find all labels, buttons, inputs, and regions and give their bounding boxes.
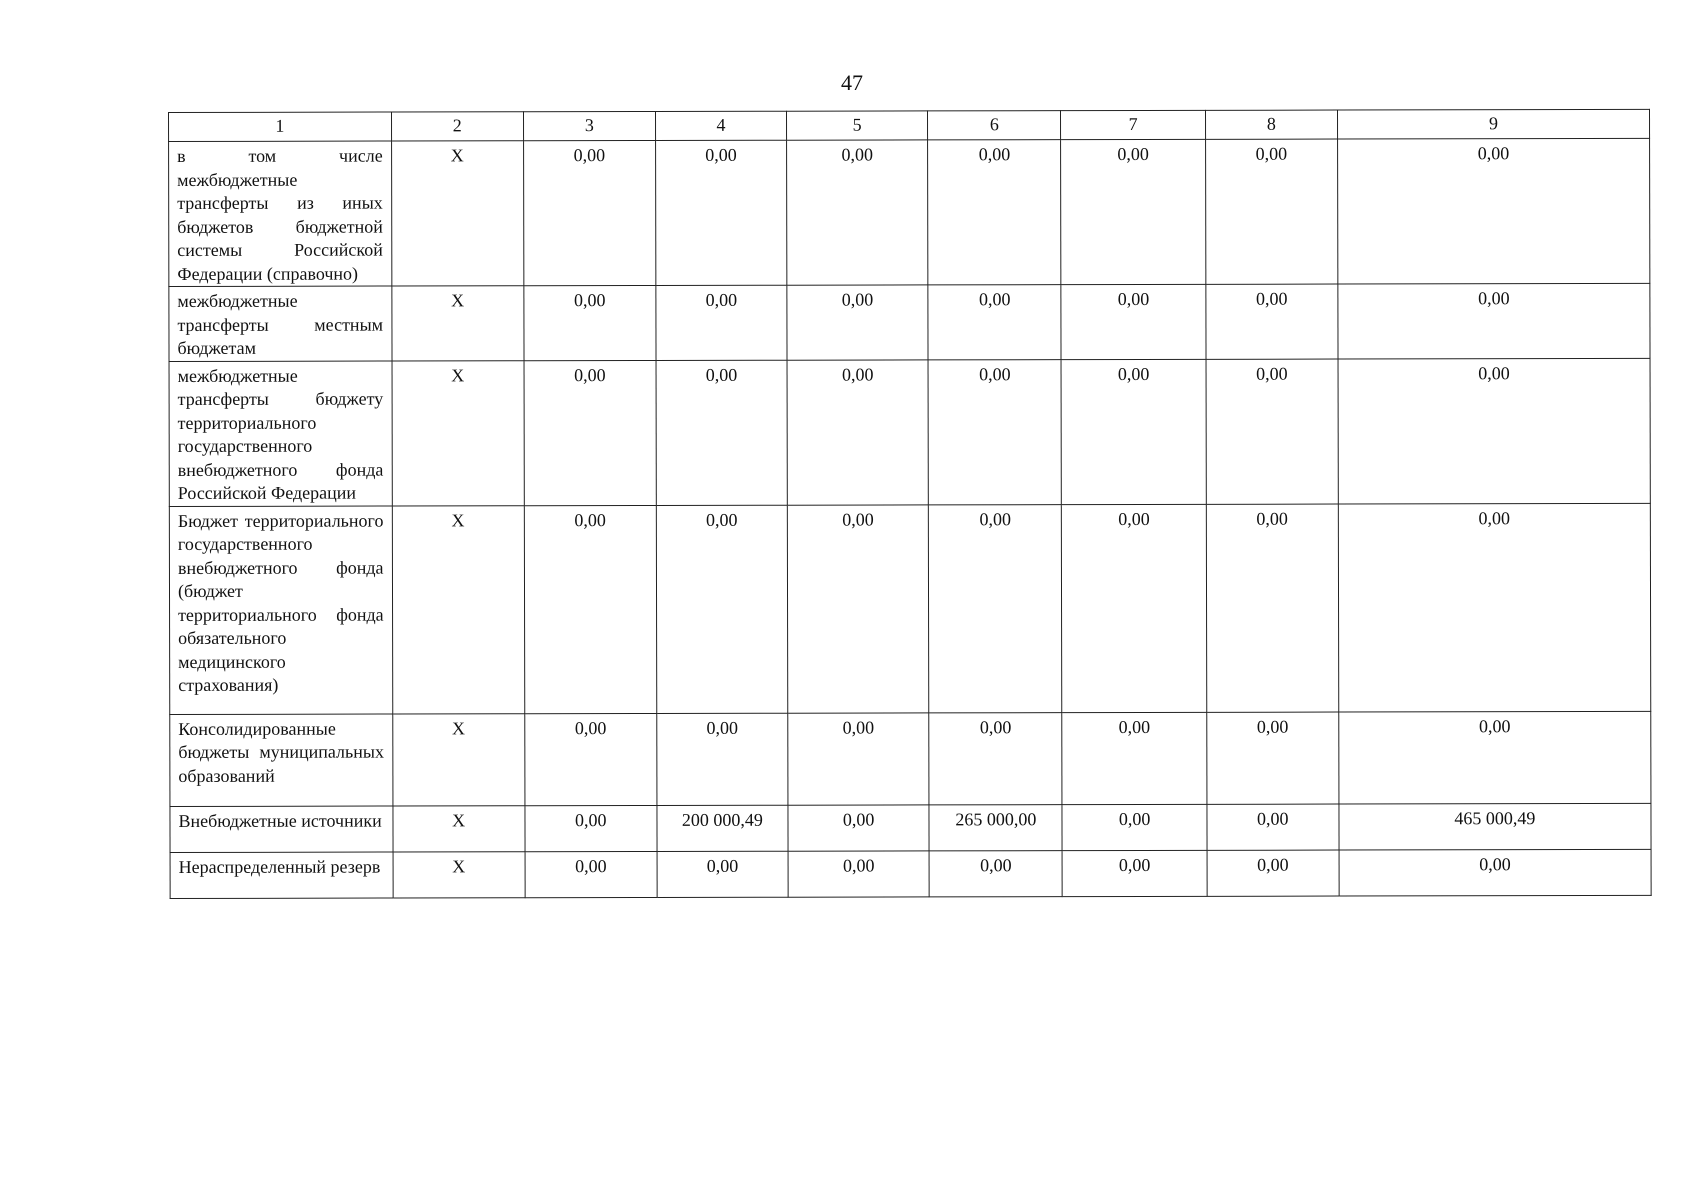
table-body: [169, 138, 1652, 898]
table-cell: 465 000,49: [1339, 803, 1651, 850]
table-cell: 0,00: [788, 804, 929, 850]
table-row: [170, 849, 1651, 898]
table-cell: 0,00: [787, 140, 929, 285]
table-cell: 0,00: [788, 850, 929, 896]
header-col-4: 4: [655, 111, 786, 140]
table-cell: 0,00: [1061, 284, 1205, 359]
header-col-3: 3: [523, 111, 655, 140]
table-cell: 0,00: [1062, 850, 1206, 896]
table-cell: 0,00: [928, 359, 1061, 504]
table-cell: 0,00: [525, 851, 657, 897]
table-header: [169, 109, 1650, 141]
row-label: в том числе межбюджетные трансферты из иных бюджетов бюджетной системы Российской Федерации (справочно): [169, 141, 392, 286]
table-cell: X: [391, 141, 523, 286]
table-cell: 0,00: [524, 360, 656, 505]
header-col-2: 2: [391, 112, 523, 141]
header-col-1: 1: [169, 112, 392, 141]
row-label: Консолидированные бюджеты муниципальных образований: [170, 714, 393, 806]
table-cell: 0,00: [524, 285, 656, 360]
header-col-9: 9: [1337, 109, 1649, 139]
table-row: [169, 138, 1650, 286]
table-cell: 0,00: [657, 851, 788, 897]
table-cell: 0,00: [656, 505, 788, 713]
table-cell: 0,00: [787, 285, 928, 360]
table-row: [169, 358, 1650, 506]
table-cell: 0,00: [929, 712, 1062, 804]
header-col-7: 7: [1061, 110, 1205, 139]
table-cell: X: [392, 713, 524, 805]
table-cell: 0,00: [1338, 358, 1650, 504]
table-cell: 0,00: [1205, 139, 1337, 284]
table-cell: 265 000,00: [929, 804, 1062, 850]
table-cell: 0,00: [1207, 850, 1339, 896]
header-col-6: 6: [928, 111, 1061, 140]
table-cell: 0,00: [1207, 712, 1339, 804]
table-cell: 0,00: [928, 140, 1061, 285]
table-cell: 0,00: [1206, 504, 1339, 712]
table-row: [169, 503, 1650, 714]
table-cell: 0,00: [655, 140, 786, 285]
table-cell: 0,00: [1338, 503, 1651, 712]
header-col-5: 5: [786, 111, 927, 140]
table-row: [169, 283, 1650, 361]
table-cell: 0,00: [1062, 712, 1207, 804]
table-cell: 200 000,49: [657, 805, 788, 851]
budget-table: [168, 109, 1652, 899]
page-number: [0, 70, 1704, 96]
table-cell: 0,00: [787, 359, 929, 504]
table-cell: 0,00: [1338, 283, 1650, 358]
table-cell: 0,00: [1061, 359, 1206, 504]
table-cell: 0,00: [1062, 804, 1206, 850]
table-cell: 0,00: [788, 712, 929, 804]
table-cell: 0,00: [1206, 359, 1338, 504]
table-cell: 0,00: [787, 504, 929, 712]
table-cell: X: [393, 851, 525, 897]
row-label: межбюджетные трансферты местным бюджетам: [169, 286, 392, 361]
table-cell: 0,00: [1206, 284, 1338, 359]
table-cell: 0,00: [1061, 139, 1206, 284]
header-row: [169, 109, 1650, 141]
table-cell: 0,00: [524, 713, 656, 805]
table-cell: 0,00: [525, 805, 657, 851]
table-cell: 0,00: [1337, 138, 1649, 284]
table-cell: 0,00: [929, 504, 1063, 712]
table-row: [170, 803, 1651, 852]
table-cell: X: [392, 360, 524, 505]
row-label: Внебюджетные источники: [170, 806, 393, 852]
page-number-text: 47: [841, 70, 863, 95]
table-cell: 0,00: [524, 505, 657, 713]
table-cell: X: [393, 805, 525, 851]
table-cell: 0,00: [657, 713, 788, 805]
table-cell: 0,00: [1339, 849, 1651, 896]
table-cell: X: [391, 286, 523, 361]
table-cell: 0,00: [929, 850, 1062, 896]
row-label: Нераспределенный резерв: [170, 852, 393, 898]
table-cell: X: [392, 505, 525, 713]
table-cell: 0,00: [656, 360, 787, 505]
header-col-8: 8: [1205, 110, 1337, 139]
table-row: [170, 711, 1651, 806]
table-cell: 0,00: [1207, 804, 1339, 850]
table-cell: 0,00: [656, 285, 787, 360]
table-cell: 0,00: [928, 285, 1061, 360]
table-cell: 0,00: [1339, 711, 1651, 804]
row-label: межбюджетные трансферты бюджету территориального государственного внебюджетного фонда Российской Федерации: [169, 361, 392, 506]
row-label: Бюджет территориального государственного внебюджетного фонда (бюджет территориального фонда обязательного медицинского страхования): [169, 506, 392, 714]
table-cell: 0,00: [1062, 504, 1207, 712]
table-cell: 0,00: [523, 140, 655, 285]
